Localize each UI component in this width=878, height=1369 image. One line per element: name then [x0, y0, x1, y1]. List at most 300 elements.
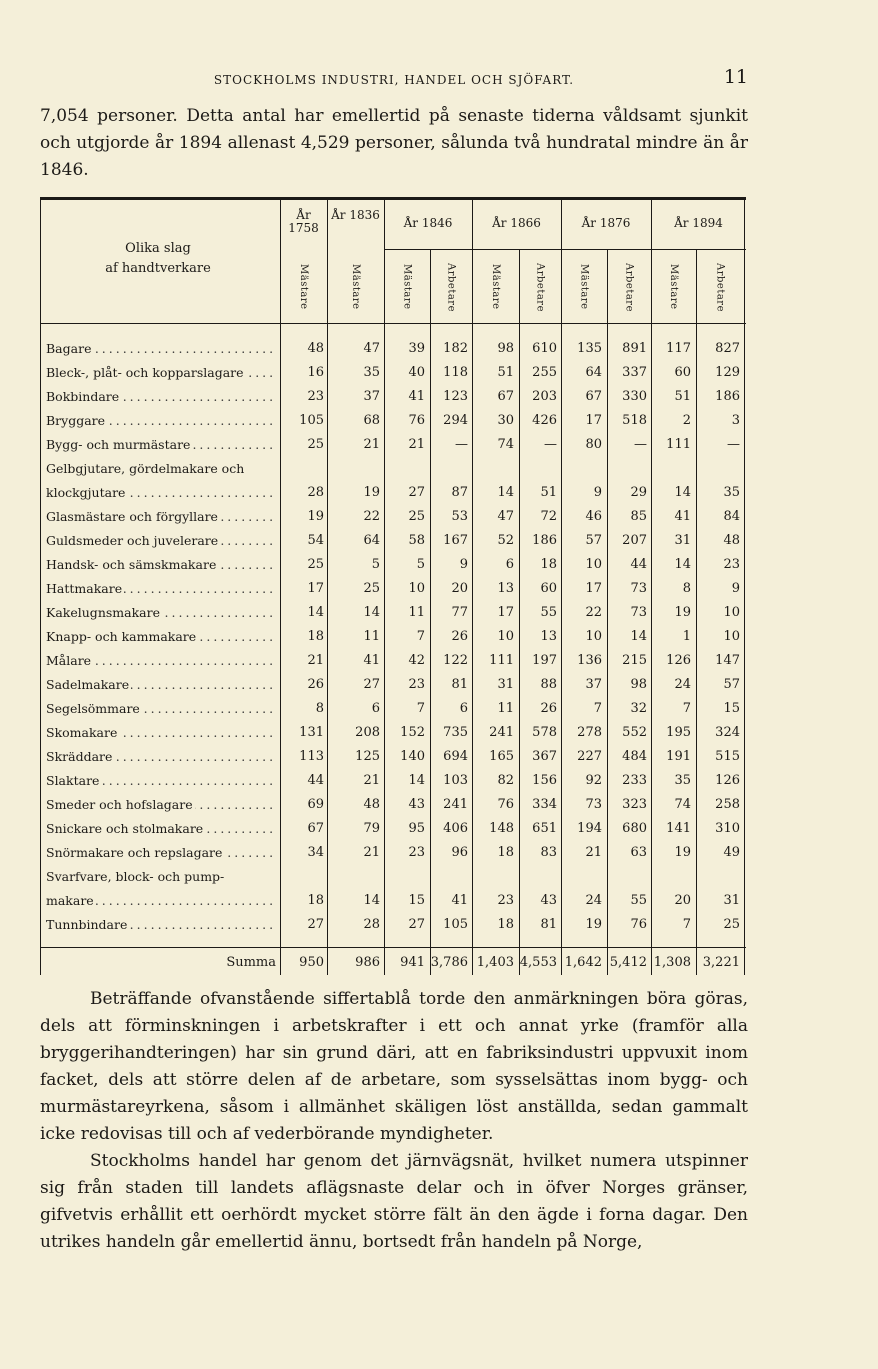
- paragraph-comment: Beträffande ofvanstående siffertablå torde den anmärkningen böra göras, dels att förminskningen i arbetskrafter i ett och annat yrke (framför alla bryggerihandteringen) har sin grund däri, att en fabriksindustri uppvuxit inom facket, dels att större delen af de arbetare, som sysselsättas inom bygg- och murmästareyrkena, såsom i allmänhet skäligen löst anställda, sedan gammalt icke redovisas till och af vederbörande myndigheter.: [40, 989, 748, 1144]
- row-value: 43: [408, 797, 425, 812]
- row-value: 58: [408, 533, 425, 548]
- row-value: 47: [363, 341, 380, 356]
- summa-value: 3,221: [702, 955, 740, 970]
- summa-value: 1,308: [653, 955, 691, 970]
- subheader-cell: [430, 253, 472, 321]
- year-subrule: [384, 249, 472, 250]
- table-row: [46, 745, 746, 769]
- arbetare-label: Arbetare: [445, 262, 457, 312]
- row-value: 29: [630, 485, 647, 500]
- row-value: 208: [355, 725, 380, 740]
- row-value: 578: [532, 725, 557, 740]
- table-row: [46, 673, 746, 697]
- row-value: 8: [315, 701, 324, 716]
- row-value: 15: [408, 893, 425, 908]
- table-row: [46, 769, 746, 793]
- row-name-text: Skomakare: [46, 725, 118, 740]
- row-value: 44: [630, 557, 647, 572]
- row-value: 241: [489, 725, 514, 740]
- row-name: [46, 673, 276, 697]
- row-value: 41: [408, 389, 425, 404]
- year-subrule: [472, 249, 561, 250]
- row-value: 28: [363, 917, 380, 932]
- row-value: 15: [723, 701, 740, 716]
- subheader-cell: [327, 253, 384, 321]
- subheader-cell: [696, 253, 744, 321]
- row-name-text: Bagare: [46, 341, 92, 356]
- row-value: 60: [540, 581, 557, 596]
- row-name-text: Knapp- och kammakare: [46, 629, 197, 644]
- row-value: 11: [408, 605, 425, 620]
- row-value: 69: [307, 797, 324, 812]
- row-value: 57: [585, 533, 602, 548]
- row-value: 98: [497, 341, 514, 356]
- row-value: 6: [459, 701, 468, 716]
- row-name-text: Bleck-, plåt- och kopparslagare: [46, 365, 244, 380]
- row-value: 10: [585, 629, 602, 644]
- table-row: [46, 481, 746, 505]
- row-value: 8: [682, 581, 691, 596]
- row-name: [46, 529, 276, 553]
- row-value: 136: [577, 653, 602, 668]
- row-value: 40: [408, 365, 425, 380]
- row-value: 122: [443, 653, 468, 668]
- table-row: [46, 385, 746, 409]
- row-name-line1: Svarfvare, block- och pump-: [46, 869, 225, 884]
- row-value: 186: [532, 533, 557, 548]
- row-value: 129: [715, 365, 740, 380]
- year-header: År 1846: [403, 216, 453, 230]
- row-value: 13: [540, 629, 557, 644]
- row-value: 26: [540, 701, 557, 716]
- row-name-text: Snickare och stolmakare: [46, 821, 204, 836]
- row-value: 103: [443, 773, 468, 788]
- row-value: 18: [307, 893, 324, 908]
- row-value: 182: [443, 341, 468, 356]
- row-value: 41: [363, 653, 380, 668]
- row-name: [46, 577, 276, 601]
- row-value: 147: [715, 653, 740, 668]
- row-value: 48: [723, 533, 740, 548]
- row-value: 197: [532, 653, 557, 668]
- table-row: [46, 913, 746, 937]
- row-name: [46, 337, 276, 361]
- row-value: 31: [674, 533, 691, 548]
- row-value: 80: [585, 437, 602, 452]
- row-name-text: Skräddare: [46, 749, 113, 764]
- row-value: 68: [363, 413, 380, 428]
- row-value: 27: [363, 677, 380, 692]
- row-value: 140: [400, 749, 425, 764]
- summa-label: Summa: [226, 955, 276, 970]
- row-value: 123: [443, 389, 468, 404]
- row-value: 14: [497, 485, 514, 500]
- row-value: 406: [443, 821, 468, 836]
- mastare-label: Mästare: [668, 264, 679, 310]
- year-header: År 1866: [492, 216, 541, 230]
- row-value: 63: [630, 845, 647, 860]
- subheader-cell: [607, 253, 651, 321]
- row-value: 17: [307, 581, 324, 596]
- kind-header-line1: Olika slag: [125, 241, 191, 256]
- year-subrule: [561, 249, 651, 250]
- subheader-cell: [651, 253, 696, 321]
- row-value: 79: [363, 821, 380, 836]
- row-value: 2: [682, 413, 691, 428]
- row-value: 195: [666, 725, 691, 740]
- summa-value: 950: [299, 955, 324, 970]
- row-name-text: Bokbindare: [46, 389, 120, 404]
- row-value: 117: [666, 341, 691, 356]
- row-value: 215: [622, 653, 647, 668]
- kind-header: [40, 239, 276, 279]
- row-value: 41: [674, 509, 691, 524]
- row-name: [46, 409, 276, 433]
- arbetare-label: Arbetare: [623, 262, 635, 312]
- row-value: 735: [443, 725, 468, 740]
- row-value: 54: [307, 533, 324, 548]
- row-value: —: [544, 437, 557, 452]
- row-value: 278: [577, 725, 602, 740]
- row-value: 105: [443, 917, 468, 932]
- row-value: 165: [489, 749, 514, 764]
- row-value: 73: [630, 581, 647, 596]
- row-value: 22: [585, 605, 602, 620]
- row-value: 27: [408, 917, 425, 932]
- row-value: 23: [408, 845, 425, 860]
- row-value: 7: [593, 701, 602, 716]
- row-name-text: klockgjutare: [46, 485, 126, 500]
- row-value: 37: [363, 389, 380, 404]
- row-name: [46, 913, 276, 937]
- row-value: 39: [408, 341, 425, 356]
- row-value: 21: [585, 845, 602, 860]
- row-value: 330: [622, 389, 647, 404]
- table-row: [46, 577, 746, 601]
- row-value: 34: [307, 845, 324, 860]
- summa-value: 986: [355, 955, 380, 970]
- row-name-text: Guldsmeder och juvelerare: [46, 533, 219, 548]
- table-row: [46, 601, 746, 625]
- row-value: 48: [363, 797, 380, 812]
- row-value: 14: [363, 893, 380, 908]
- paragraph-intro: 7,054 personer. Detta antal har emellertid på senaste tiderna våldsamt sjunkit och utgjorde år 1894 allenast 4,529 personer, sålunda två hundratal mindre än år 1846.: [40, 106, 748, 180]
- row-value: 113: [299, 749, 324, 764]
- row-value: 74: [497, 437, 514, 452]
- row-value: 203: [532, 389, 557, 404]
- row-name-text: Smeder och hofslagare: [46, 797, 193, 812]
- row-value: 827: [715, 341, 740, 356]
- row-value: 3: [731, 413, 740, 428]
- year-header: År 1876: [581, 216, 631, 230]
- row-value: 111: [489, 653, 514, 668]
- row-value: 6: [371, 701, 380, 716]
- row-value: 5: [416, 557, 425, 572]
- row-value: 367: [532, 749, 557, 764]
- row-name-text: Snörmakare och repslagare: [46, 845, 223, 860]
- row-value: 22: [363, 509, 380, 524]
- row-name: [46, 649, 276, 673]
- row-value: 37: [585, 677, 602, 692]
- row-value: 19: [307, 509, 324, 524]
- row-value: 26: [307, 677, 324, 692]
- table-row: [46, 817, 746, 841]
- row-value: 14: [674, 557, 691, 572]
- row-name-text: Kakelugnsmakare: [46, 605, 160, 620]
- row-value: 88: [540, 677, 557, 692]
- row-value: 1: [682, 629, 691, 644]
- row-value: 57: [723, 677, 740, 692]
- row-value: 67: [307, 821, 324, 836]
- row-value: 18: [540, 557, 557, 572]
- row-value: 18: [497, 845, 514, 860]
- row-value: 21: [408, 437, 425, 452]
- row-value: 74: [674, 797, 691, 812]
- table-row: [46, 529, 746, 553]
- row-value: 14: [363, 605, 380, 620]
- row-value: 55: [630, 893, 647, 908]
- row-value: 46: [585, 509, 602, 524]
- table-row: [46, 625, 746, 649]
- row-value: 18: [497, 917, 514, 932]
- row-value: 9: [459, 557, 468, 572]
- row-value: 610: [532, 341, 557, 356]
- row-value: 60: [674, 365, 691, 380]
- paragraph-trade: Stockholms handel har genom det järnvägsnät, hvilket numera utspinner sig från staden till landets aflägsnaste delar och in öfver Norges gränser, gifvetvis erhållit ett oerhördt mycket större fält än den ägde i forna dagar. Den utrikes handeln går emellertid ännu, bortsedt från handeln på Norge,: [40, 1151, 748, 1252]
- row-name: [46, 601, 276, 625]
- row-value: 81: [540, 917, 557, 932]
- row-value: 23: [307, 389, 324, 404]
- row-value: 49: [723, 845, 740, 860]
- row-value: 53: [451, 509, 468, 524]
- table-row: [46, 505, 746, 529]
- row-value: 17: [497, 605, 514, 620]
- row-name-text: Målare: [46, 653, 92, 668]
- running-head-title: STOCKHOLMS INDUSTRI, HANDEL OCH SJÖFART.: [213, 73, 575, 87]
- row-name: [46, 433, 276, 457]
- mastare-label: Mästare: [350, 264, 361, 310]
- row-value: 21: [363, 437, 380, 452]
- row-value: 11: [363, 629, 380, 644]
- table-row: [46, 889, 746, 913]
- row-name: [46, 793, 276, 817]
- row-value: 87: [451, 485, 468, 500]
- row-value: 25: [307, 437, 324, 452]
- row-value: —: [455, 437, 468, 452]
- row-name: [46, 553, 276, 577]
- summa-value: 1,403: [476, 955, 514, 970]
- row-value: 73: [630, 605, 647, 620]
- row-value: 19: [363, 485, 380, 500]
- row-value: 77: [451, 605, 468, 620]
- table-row: [46, 433, 746, 457]
- row-value: 64: [363, 533, 380, 548]
- row-name: [46, 841, 276, 865]
- row-name-text: Sadelmakare: [46, 677, 130, 692]
- row-value: 324: [715, 725, 740, 740]
- row-value: 25: [408, 509, 425, 524]
- row-name: [46, 385, 276, 409]
- subheader-cell: [280, 253, 327, 321]
- row-value: 35: [674, 773, 691, 788]
- row-value: 48: [307, 341, 324, 356]
- row-value: 18: [307, 629, 324, 644]
- summa-row: [40, 951, 746, 975]
- row-value: 334: [532, 797, 557, 812]
- row-name-text: Handsk- och sämskmakare: [46, 557, 217, 572]
- row-value: 51: [674, 389, 691, 404]
- row-value: 14: [408, 773, 425, 788]
- row-value: 10: [723, 605, 740, 620]
- row-value: 126: [666, 653, 691, 668]
- row-value: 152: [400, 725, 425, 740]
- row-name: [46, 721, 276, 745]
- row-value: 552: [622, 725, 647, 740]
- row-name-text: Glasmästare och förgyllare: [46, 509, 218, 524]
- row-name: [46, 505, 276, 529]
- row-value: 227: [577, 749, 602, 764]
- row-value: 23: [497, 893, 514, 908]
- row-name: [46, 361, 276, 385]
- row-value: 891: [622, 341, 647, 356]
- row-value: 5: [371, 557, 380, 572]
- row-value: 73: [585, 797, 602, 812]
- subheader-cell: [561, 253, 607, 321]
- row-value: 7: [682, 701, 691, 716]
- year-header: År 1894: [674, 216, 723, 230]
- table-row: [46, 841, 746, 865]
- row-name: [46, 769, 276, 793]
- row-value: 21: [363, 845, 380, 860]
- row-value: 42: [408, 653, 425, 668]
- row-value: 14: [307, 605, 324, 620]
- summa-value: 3,786: [430, 955, 468, 970]
- table-row: [46, 553, 746, 577]
- row-value: 30: [497, 413, 514, 428]
- row-value: 31: [723, 893, 740, 908]
- row-value: 148: [489, 821, 514, 836]
- subheader-cell: [384, 253, 430, 321]
- table-row: [46, 409, 746, 433]
- row-value: 44: [307, 773, 324, 788]
- row-value: 76: [630, 917, 647, 932]
- row-value: 680: [622, 821, 647, 836]
- row-value: 51: [540, 485, 557, 500]
- table-top-rule: [40, 197, 746, 200]
- summa-value: 5,412: [609, 955, 647, 970]
- arbetare-label: Arbetare: [714, 262, 726, 312]
- row-value: 19: [585, 917, 602, 932]
- row-value: 135: [577, 341, 602, 356]
- row-value: 35: [723, 485, 740, 500]
- row-value: 96: [451, 845, 468, 860]
- row-value: 10: [497, 629, 514, 644]
- row-value: 484: [622, 749, 647, 764]
- row-value: 21: [363, 773, 380, 788]
- subheader-cell: [519, 253, 561, 321]
- row-value: 141: [666, 821, 691, 836]
- row-name: [46, 745, 276, 769]
- row-value: 64: [585, 365, 602, 380]
- mastare-label: Mästare: [298, 264, 309, 310]
- kind-header-line2: af handtverkare: [105, 261, 211, 276]
- row-value: 31: [497, 677, 514, 692]
- table-row: [46, 697, 746, 721]
- row-value: 81: [451, 677, 468, 692]
- row-value: 11: [497, 701, 514, 716]
- row-value: 7: [416, 629, 425, 644]
- row-value: 241: [443, 797, 468, 812]
- row-value: 27: [307, 917, 324, 932]
- row-name-text: Slaktare: [46, 773, 100, 788]
- row-value: 9: [593, 485, 602, 500]
- row-name-line1: Gelbgjutare, gördelmakare och: [46, 461, 245, 476]
- row-value: 156: [532, 773, 557, 788]
- row-value: 32: [630, 701, 647, 716]
- row-value: 651: [532, 821, 557, 836]
- row-value: 27: [408, 485, 425, 500]
- year-header: År 1836: [331, 208, 380, 222]
- row-name: [46, 889, 276, 913]
- row-value: 118: [443, 365, 468, 380]
- row-value: 105: [299, 413, 324, 428]
- row-value: 21: [307, 653, 324, 668]
- row-name-text: Hattmakare: [46, 581, 123, 596]
- year-header: År 1758: [288, 208, 319, 235]
- summa-rule: [40, 947, 746, 948]
- row-value: 24: [674, 677, 691, 692]
- row-value: 25: [307, 557, 324, 572]
- row-value: 23: [408, 677, 425, 692]
- row-value: 518: [622, 413, 647, 428]
- year-subrule: [651, 249, 746, 250]
- row-value: 515: [715, 749, 740, 764]
- row-value: 207: [622, 533, 647, 548]
- row-value: 19: [674, 845, 691, 860]
- row-value: 294: [443, 413, 468, 428]
- row-value: 43: [540, 893, 557, 908]
- row-value: 191: [666, 749, 691, 764]
- row-value: 24: [585, 893, 602, 908]
- row-value: 125: [355, 749, 380, 764]
- row-value: 13: [497, 581, 514, 596]
- row-value: 83: [540, 845, 557, 860]
- row-value: 72: [540, 509, 557, 524]
- row-value: 26: [451, 629, 468, 644]
- row-value: 25: [363, 581, 380, 596]
- row-name: [46, 625, 276, 649]
- mastare-label: Mästare: [401, 264, 413, 310]
- row-value: 55: [540, 605, 557, 620]
- row-value: 67: [585, 389, 602, 404]
- table-row: [46, 649, 746, 673]
- table-left-rule: [40, 200, 41, 975]
- table-row: [46, 793, 746, 817]
- body-text: [40, 986, 748, 1256]
- row-value: 35: [363, 365, 380, 380]
- row-value: 258: [715, 797, 740, 812]
- row-value: 16: [307, 365, 324, 380]
- summa-value: 1,642: [564, 955, 602, 970]
- row-value: 28: [307, 485, 324, 500]
- table-row: [46, 361, 746, 385]
- row-value: 9: [731, 581, 740, 596]
- subheader-cell: [472, 253, 519, 321]
- row-value: 23: [723, 557, 740, 572]
- page-number: 11: [723, 66, 748, 88]
- mastare-label: Mästare: [490, 264, 501, 310]
- row-value: 194: [577, 821, 602, 836]
